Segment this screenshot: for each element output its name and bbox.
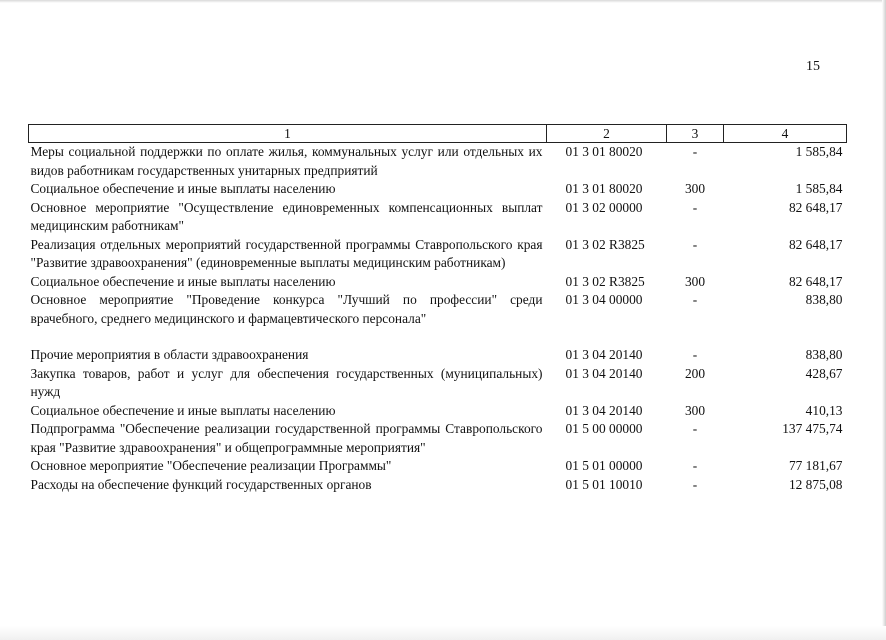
row-code: 01 3 02 R3825 [565, 236, 645, 252]
page-number: 15 [806, 59, 820, 74]
row-amount: 838,80 [805, 347, 843, 362]
row-code: 01 3 02 00000 [565, 199, 643, 215]
row-name: Социальное обеспечение и иные выплаты населению [30, 181, 336, 196]
row-type: 200 [684, 365, 706, 381]
row-code: 01 5 01 00000 [565, 458, 643, 473]
scan-edge-right [882, 0, 886, 640]
row-type: 300 [684, 273, 706, 289]
table-row [29, 346, 847, 365]
row-type: - [692, 292, 698, 307]
row-type: - [692, 347, 698, 362]
table-header [29, 125, 847, 143]
row-code: 01 3 02 R3825 [565, 273, 645, 289]
row-name: Основное мероприятие "Проведение конкурса "Лучший по профессии" среди врачебного, среднего медицинского и фармацевтического персонала" [30, 292, 543, 326]
row-type: - [692, 458, 698, 473]
table-row [29, 291, 847, 328]
table-row [29, 199, 847, 236]
row-name: Социальное обеспечение и иные выплаты населению [30, 273, 336, 289]
row-type: 300 [684, 402, 706, 418]
row-code: 01 3 01 80020 [565, 144, 643, 159]
row-code: 01 3 04 00000 [565, 292, 643, 307]
table-row [29, 476, 847, 495]
budget-table [28, 124, 847, 494]
header-col-2: 2 [547, 125, 667, 143]
table-row [29, 420, 847, 457]
row-amount: 1 585,84 [795, 181, 843, 196]
row-amount: 410,13 [805, 402, 843, 418]
header-col-3: 3 [667, 125, 724, 143]
row-amount: 77 181,67 [788, 458, 843, 473]
row-name: Основное мероприятие "Осуществление единовременных компенсационных выплат медицинским работникам" [30, 199, 543, 233]
table-row [29, 457, 847, 476]
row-amount: 12 875,08 [788, 476, 843, 492]
table-row [29, 143, 847, 181]
row-type: - [692, 476, 698, 492]
table-row [29, 365, 847, 402]
scan-edge-top [0, 0, 886, 3]
table-row [29, 273, 847, 292]
header-col-4: 4 [724, 125, 847, 143]
row-code: 01 3 01 80020 [565, 181, 643, 196]
row-amount: 82 648,17 [788, 273, 843, 289]
header-col-1: 1 [29, 125, 547, 143]
row-name: Меры социальной поддержки по оплате жилья, коммунальных услуг или отдельных их видов работникам государственных унитарных предприятий [30, 144, 543, 178]
row-name: Закупка товаров, работ и услуг для обеспечения государственных (муниципальных) нужд [30, 365, 543, 399]
row-type: 300 [684, 181, 706, 196]
row-code: 01 3 04 20140 [565, 402, 643, 418]
row-amount: 137 475,74 [782, 421, 843, 436]
row-name: Расходы на обеспечение функций государственных органов [30, 476, 372, 492]
table-row [29, 402, 847, 421]
row-code: 01 3 04 20140 [565, 347, 643, 362]
table-row [29, 180, 847, 199]
table-body [29, 143, 847, 495]
row-name: Подпрограмма "Обеспечение реализации государственной программы Ставропольского края "Развитие здравоохранения" и общепрограммные мероприятия" [30, 421, 543, 455]
row-amount: 838,80 [805, 292, 843, 307]
row-amount: 1 585,84 [795, 144, 843, 159]
row-type: - [692, 199, 698, 215]
row-type: - [692, 144, 698, 159]
row-amount: 82 648,17 [788, 199, 843, 215]
row-code: 01 5 01 10010 [565, 476, 643, 492]
row-name: Прочие мероприятия в области здравоохранения [30, 347, 309, 362]
blank-row [29, 328, 847, 346]
row-name: Основное мероприятие "Обеспечение реализации Программы" [30, 458, 392, 473]
row-type: - [692, 236, 698, 252]
row-type: - [692, 421, 698, 436]
row-name: Социальное обеспечение и иные выплаты населению [30, 402, 336, 418]
row-amount: 82 648,17 [788, 236, 843, 252]
row-amount: 428,67 [805, 365, 843, 381]
table-row [29, 236, 847, 273]
row-name: Реализация отдельных мероприятий государственной программы Ставропольского края "Развитие здравоохранения" (единовременные выплаты медицинским работникам) [30, 236, 543, 270]
scan-edge-bottom [0, 626, 886, 640]
row-code: 01 3 04 20140 [565, 365, 643, 381]
row-code: 01 5 00 00000 [565, 421, 643, 436]
